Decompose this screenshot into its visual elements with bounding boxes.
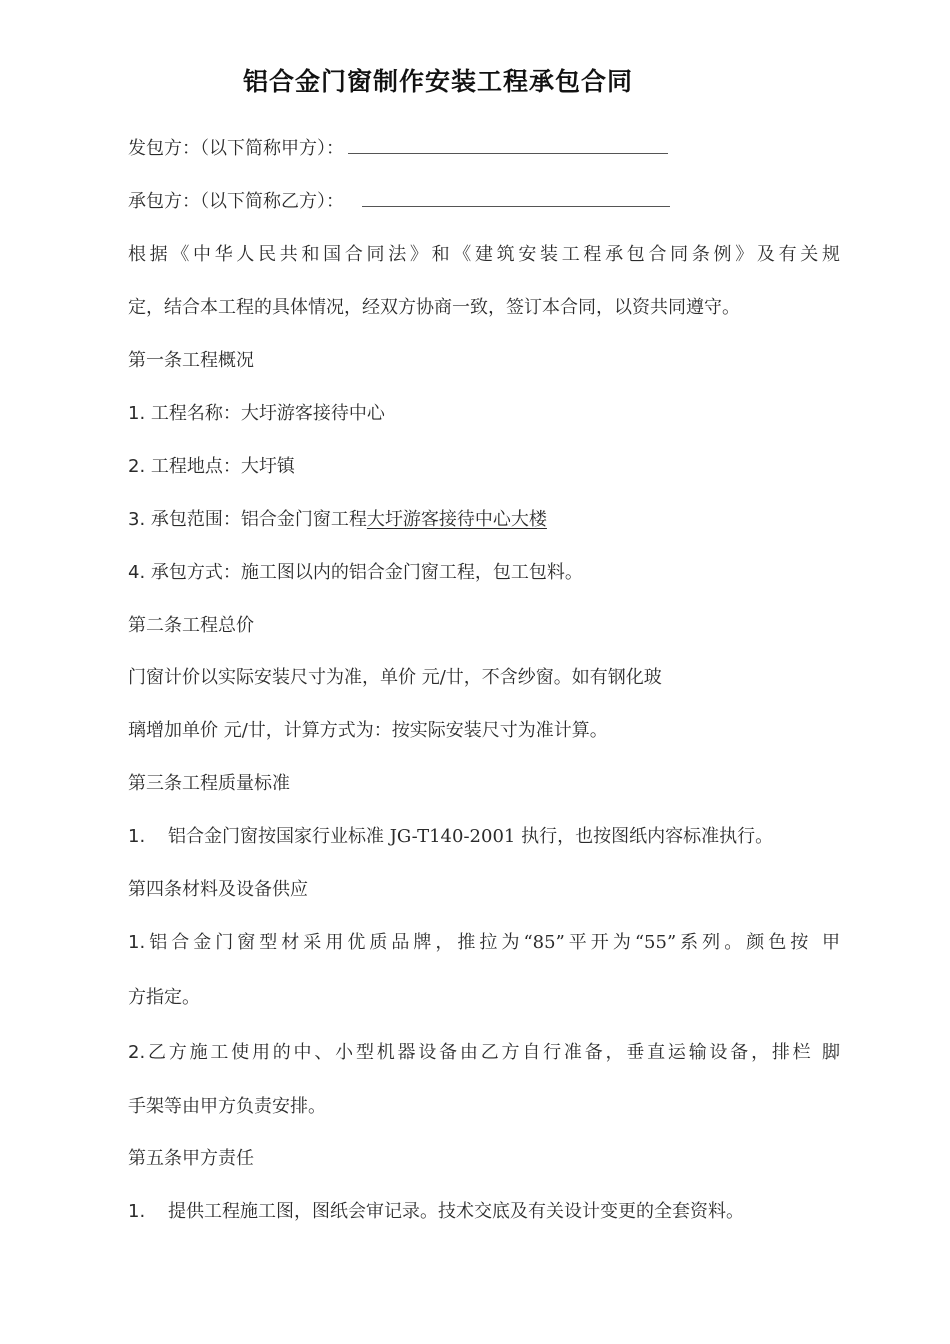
article-5-heading: 第五条甲方责任 [128, 1148, 254, 1169]
article-4-item-2-line-2: 手架等由甲方负责安排。 [128, 1096, 326, 1117]
party-a-line [128, 136, 668, 162]
item-number: 1. [128, 826, 146, 847]
party-b-blank [362, 190, 670, 207]
article-2-heading: 第二条工程总价 [128, 615, 254, 636]
item-text: 工程地点：大圩镇 [150, 456, 295, 477]
item-number: 1. [128, 1201, 146, 1222]
article-4-heading: 第四条材料及设备供应 [128, 879, 308, 900]
article-1-item-2 [128, 454, 295, 480]
item-number: 1. [128, 932, 146, 953]
item-number: 4. [128, 562, 146, 583]
item-text: 乙方施工使用的中、小型机器设备由乙方自行准备，垂直运输设备，排栏 脚 [145, 1042, 840, 1063]
party-b-line [128, 189, 670, 215]
article-1-item-1 [128, 401, 385, 427]
item-number: 2. [128, 456, 146, 477]
article-1-item-3 [128, 507, 547, 533]
document-title: 铝合金门窗制作安装工程承包合同 [242, 67, 633, 96]
intro-line-1: 根据《中华人民共和国合同法》和《建筑安装工程承包合同条例》及有关规 [128, 244, 840, 265]
item-text: 工程名称：大圩游客接待中心 [150, 403, 385, 424]
article-1-heading: 第一条工程概况 [128, 350, 254, 371]
article-3-heading: 第三条工程质量标准 [128, 773, 290, 794]
item-text: 承包范围：铝合金门窗工程 [150, 509, 367, 530]
article-5-item-1 [128, 1199, 744, 1225]
article-1-item-4 [128, 560, 583, 586]
party-a-label: 发包方：（以下简称甲方）： [128, 138, 344, 159]
item-underlined-text: 大圩游客接待中心大楼 [366, 509, 547, 530]
intro-line-2: 定，结合本工程的具体情况，经双方协商一致，签订本合同，以资共同遵守。 [128, 297, 740, 318]
party-b-label: 承包方：（以下简称乙方）： [128, 191, 344, 212]
article-4-item-1-line-2: 方指定。 [128, 987, 200, 1008]
item-number: 1. [128, 403, 146, 424]
item-text: 铝合金门窗按国家行业标准 JG-T140-2001 执行，也按图纸内容标准执行。 [168, 826, 774, 847]
item-number: 3. [128, 509, 146, 530]
item-number: 2. [128, 1042, 146, 1063]
article-2-line-2: 璃增加单价 元/廿，计算方式为：按实际安装尺寸为准计算。 [128, 720, 608, 741]
item-text: 铝合金门窗型材采用优质品牌，推拉为“85”平开为“55”系列。颜色按 甲 [145, 932, 840, 953]
article-2-line-1: 门窗计价以实际安装尺寸为准，单价 元/廿，不含纱窗。如有钢化玻 [128, 667, 662, 688]
item-text: 提供工程施工图，图纸会审记录。技术交底及有关设计变更的全套资料。 [168, 1201, 744, 1222]
item-text: 承包方式：施工图以内的铝合金门窗工程，包工包料。 [150, 562, 583, 583]
article-4-item-1-line-1 [128, 930, 840, 956]
article-3-item-1 [128, 824, 773, 850]
party-a-blank [348, 137, 668, 154]
article-4-item-2-line-1 [128, 1040, 840, 1066]
